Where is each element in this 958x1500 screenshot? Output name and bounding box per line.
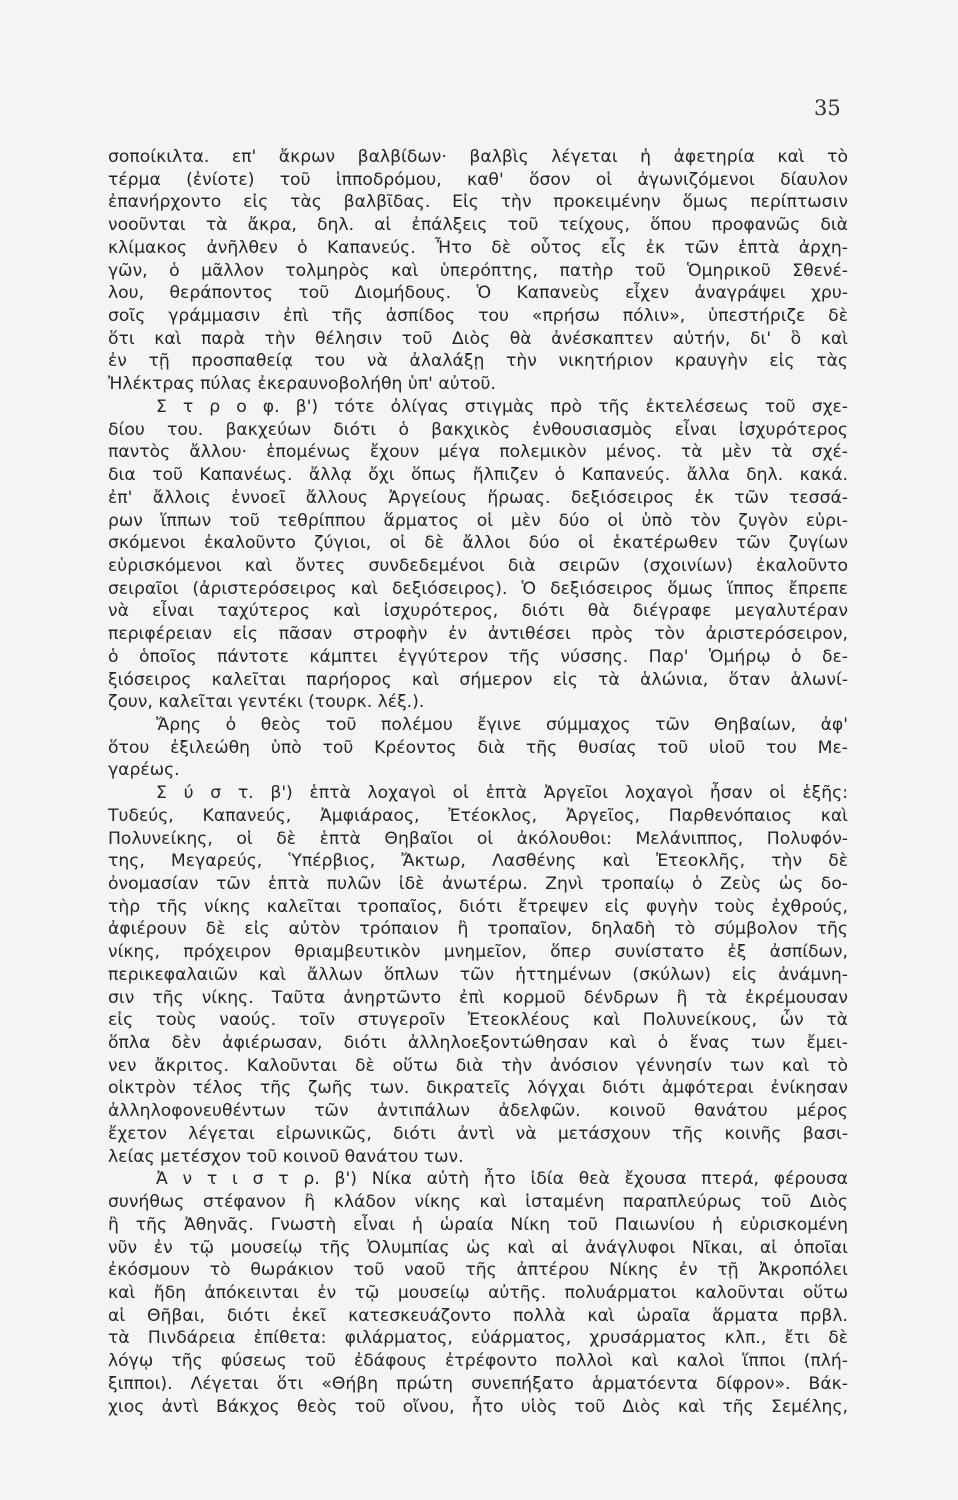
text-line: ξιπποι). Λέγεται ὅτι «Θήβη πρώτη συνεπήξατο ἁρματόεντα δίφρον». Βάκ- [108, 1373, 848, 1394]
text-line: ξιόσειρος καλεῖται παρήορος καὶ σήμερον εἰς τὰ ἁλώνια, ὅταν ἁλωνί- [108, 669, 848, 690]
text-line: νὰ εἶναι ταχύτερος καὶ ἰσχυρότερος, διότι θὰ διέγραφε μεγαλυτέραν [108, 601, 848, 622]
text-line: χιος ἀντὶ Βάκχος θεὸς τοῦ οἴνου, ἦτο υἱὸς τοῦ Διὸς καὶ τῆς Σεμέλης, [108, 1396, 848, 1417]
text-line: νίκης, πρόχειρον θριαμβευτικὸν μνημεῖον, ὅπερ συνίστατο ἐξ ἀσπίδων, [108, 942, 848, 963]
text-line: ἐπ' ἄλλοις ἐννοεῖ ἄλλους Ἀργείους ἥρωας. δεξιόσειρος ἐκ τῶν τεσσά- [108, 487, 848, 508]
text-line: περιφέρειαν εἰς πᾶσαν στροφὴν ἐν ἀντιθέσει πρὸς τὸν ἀριστερόσειρον, [108, 624, 848, 645]
text-line: ἐκόσμουν τὸ θωράκιον τοῦ ναοῦ τῆς ἀπτέρου Νίκης ἐν τῇ Ἀκροπόλει [108, 1260, 848, 1281]
text-line: ζουν, καλεῖται γεντέκι (τουρκ. λέξ.). [108, 692, 425, 713]
text-line: λόγῳ τῆς φύσεως τοῦ ἐδάφους ἐτρέφοντο πολλοὶ καὶ καλοὶ ἵπποι (πλή- [108, 1351, 848, 1372]
text-line: κλίμακος ἀνῆλθεν ὁ Καπανεύς. Ἦτο δὲ οὗτος εἷς ἐκ τῶν ἑπτὰ ἀρχη- [108, 237, 848, 258]
text-line: ἢ τῆς Ἀθηνᾶς. Γνωστὴ εἶναι ἡ ὡραία Νίκη τοῦ Παιωνίου ἡ εὑρισκομένη [108, 1214, 848, 1235]
text-line: Ἀ ν τ ι σ τ ρ. β') Νίκα αὐτὴ ἦτο ἰδία θεὰ ἔχουσα πτερά, φέρουσα [156, 1169, 848, 1190]
text-line: ὀνομασίαν τῶν ἑπτὰ πυλῶν ἰδὲ ἀνωτέρω. Ζηνὶ τροπαίῳ ὁ Ζεὺς ὡς δο- [108, 874, 848, 894]
text-line: εὑρισκόμενοι καὶ ὄντες συνδεδεμένοι διὰ σειρῶν (σχοινίων) ἐκαλοῦντο [108, 555, 848, 576]
text-line: Σ ύ σ τ. β') ἑπτὰ λοχαγοὶ οἱ ἑπτὰ Ἀργεῖοι λοχαγοὶ ἦσαν οἱ ἑξῆς: [156, 783, 848, 804]
text-line: ρων ἵππων τοῦ τεθρίππου ἅρματος οἱ μὲν δύο οἱ ὑπὸ τὸν ζυγὸν εὑρι- [108, 510, 848, 531]
text-line: ἔχετον λέγεται εἰρωνικῶς, διότι ἀντὶ νὰ μετάσχουν τῆς κοινῆς βασι- [108, 1123, 848, 1144]
text-line: λείας μετέσχον τοῦ κοινοῦ θανάτου των. [108, 1146, 464, 1167]
page-number: 35 [814, 96, 841, 120]
text-line: σιν τῆς νίκης. Ταῦτα ἀνηρτῶντο ἐπὶ κορμοῦ δένδρων ἢ τὰ ἐκρέμουσαν [108, 987, 848, 1008]
text-line: νεν ἄκριτος. Καλοῦνται δὲ οὕτω διὰ τὴν ἀνόσιον γέννησίν των καὶ τὸ [108, 1055, 848, 1076]
text-line: της, Μεγαρεύς, Ὑπέρβιος, Ἄκτωρ, Λασθένης καὶ Ἐτεοκλῆς, τὴν δὲ [108, 851, 848, 872]
text-line: δια τοῦ Καπανέως. ἄλλᾳ ὄχι ὅπως ἤλπιζεν ὁ Καπανεύς. ἄλλα δηλ. κακά. [108, 465, 848, 486]
text-line: γῶν, ὁ μᾶλλον τολμηρὸς καὶ ὑπερόπτης, πατὴρ τοῦ Ὁμηρικοῦ Σθενέ- [108, 260, 848, 281]
text-line: παντὸς ἄλλου· ἑπομένως ἔχουν μέγα πολεμικὸν μένος. τὰ μὲν τὰ σχέ- [108, 442, 848, 463]
text-line: λου, θεράποντος τοῦ Διομήδους. Ὁ Καπανεὺς εἶχεν ἀναγράψει χρυ- [108, 283, 848, 304]
text-line: ὅπλα δὲν ἀφιέρωσαν, διότι ἀλληλοεξοντώθησαν καὶ ὁ ἕνας των ἔμει- [108, 1033, 848, 1054]
text-line: σειραῖοι (ἀριστερόσειρος καὶ δεξιόσειρος). Ὁ δεξιόσειρος ὅμως ἵππος ἔπρεπε [108, 578, 848, 599]
text-line: ἀλληλοφονευθέντων τῶν ἀντιπάλων ἀδελφῶν. κοινοῦ θανάτου μέρος [108, 1101, 848, 1122]
text-line: νῦν ἐν τῷ μουσείῳ τῆς Ὀλυμπίας ὡς καὶ αἱ ἀνάγλυφοι Νῖκαι, αἱ ὁποῖαι [108, 1237, 848, 1258]
text-line: συνήθως στέφανον ἢ κλάδον νίκης καὶ ἱσταμένη παραπλεύρως τοῦ Διὸς [108, 1192, 848, 1213]
text-line: Πολυνείκης, οἱ δὲ ἑπτὰ Θηβαῖοι οἱ ἀκόλουθοι: Μελάνιππος, Πολυφόν- [108, 828, 848, 849]
text-line: αἱ Θῆβαι, διότι ἐκεῖ κατεσκευάζοντο πολλὰ καὶ ὡραῖα ἅρματα πρβλ. [108, 1305, 848, 1326]
text-line: ἀφιέρουν δὲ εἰς αὐτὸν τρόπαιον ἢ τροπαῖον, δηλαδὴ τὸ σύμβολον τῆς [108, 919, 848, 940]
text-line: ὁ ὁποῖος πάντοτε κάμπτει ἐγγύτερον τῆς νύσσης. Παρ' Ὁμήρῳ ὁ δε- [108, 646, 848, 667]
commentary-text [108, 146, 848, 1418]
text-line: Ἄρης ὁ θεὸς τοῦ πολέμου ἔγινε σύμμαχος τῶν Θηβαίων, ἀφ' [156, 714, 848, 735]
text-line: γαρέως. [108, 760, 180, 781]
text-line: τὰ Πινδάρεια ἐπίθετα: φιλάρματος, εὐάρματος, χρυσάρματος κλπ., ἔτι δὲ [108, 1328, 848, 1349]
text-line: ἐπανήρχοντο εἰς τὰς βαλβῖδας. Εἰς τὴν προκειμένην ὅμως περίπτωσιν [108, 192, 848, 213]
text-line: ὅτι καὶ παρὰ τὴν θέλησιν τοῦ Διὸς θὰ ἀνέσκαπτεν αὐτήν, δι' ὃ καὶ [108, 328, 848, 349]
text-line: εἰς τοὺς ναούς. τοῖν στυγεροῖν Ἐτεοκλέους καὶ Πολυνείκους, ὧν τὰ [108, 1010, 848, 1031]
text-line: ἐν τῇ προσπαθείᾳ του νὰ ἀλαλάξῃ τὴν νικητήριον κραυγὴν εἰς τὰς [108, 351, 848, 372]
text-line: τέρμα (ἐνίοτε) τοῦ ἱπποδρόμου, καθ' ὅσον οἱ ἀγωνιζόμενοι δίαυλον [108, 169, 848, 190]
text-line: Τυδεύς, Καπανεύς, Ἀμφιάραος, Ἐτέοκλος, Ἀργεῖος, Παρθενόπαιος καὶ [108, 805, 848, 826]
text-line: καὶ ἤδη ἀπόκεινται ἐν τῷ μουσείῳ αὐτῆς. πολυάρματοι καλοῦνται οὕτω [108, 1282, 848, 1303]
text-line: οἰκτρὸν τέλος τῆς ζωῆς των. δικρατεῖς λόγχαι διότι ἀμφότεραι ἐνίκησαν [108, 1078, 848, 1099]
text-line: Σ τ ρ ο φ. β') τότε ὀλίγας στιγμὰς πρὸ τῆς ἐκτελέσεως τοῦ σχε- [156, 396, 848, 417]
text-line: σκόμενοι ἐκαλοῦντο ζύγιοι, οἱ δὲ ἄλλοι δύο οἱ ἑκατέρωθεν τῶν ζυγίων [108, 533, 848, 554]
text-line: Ἠλέκτρας πύλας ἐκεραυνοβολήθη ὑπ' αὐτοῦ. [108, 374, 496, 395]
text-line: δίου του. βακχεύων διότι ὁ βακχικὸς ἐνθουσιασμὸς εἶναι ἰσχυρότερος [108, 419, 848, 440]
text-line: νοοῦνται τὰ ἄκρα, δηλ. αἱ ἐπάλξεις τοῦ τείχους, ὅπου προφανῶς διὰ [108, 215, 848, 236]
text-line: περικεφαλαιῶν καὶ ἄλλων ὅπλων τῶν ἡττημένων (σκύλων) εἰς ἀνάμνη- [108, 964, 848, 985]
text-line: σοποίκιλτα. επ' ἄκρων βαλβίδων· βαλβὶς λέγεται ἡ ἀφετηρία καὶ τὸ [108, 147, 848, 167]
text-line: τὴρ τῆς νίκης καλεῖται τροπαῖος, διότι ἔτρεψεν εἰς φυγὴν τοὺς ἐχθρούς, [108, 896, 848, 917]
text-line: σοῖς γράμμασιν ἐπὶ τῆς ἀσπίδος του «πρήσω πόλιν», ὑπεστήριζε δὲ [108, 306, 848, 327]
text-line: ὅτου ἐξιλεώθη ὑπὸ τοῦ Κρέοντος διὰ τῆς θυσίας τοῦ υἱοῦ του Με- [108, 737, 848, 758]
